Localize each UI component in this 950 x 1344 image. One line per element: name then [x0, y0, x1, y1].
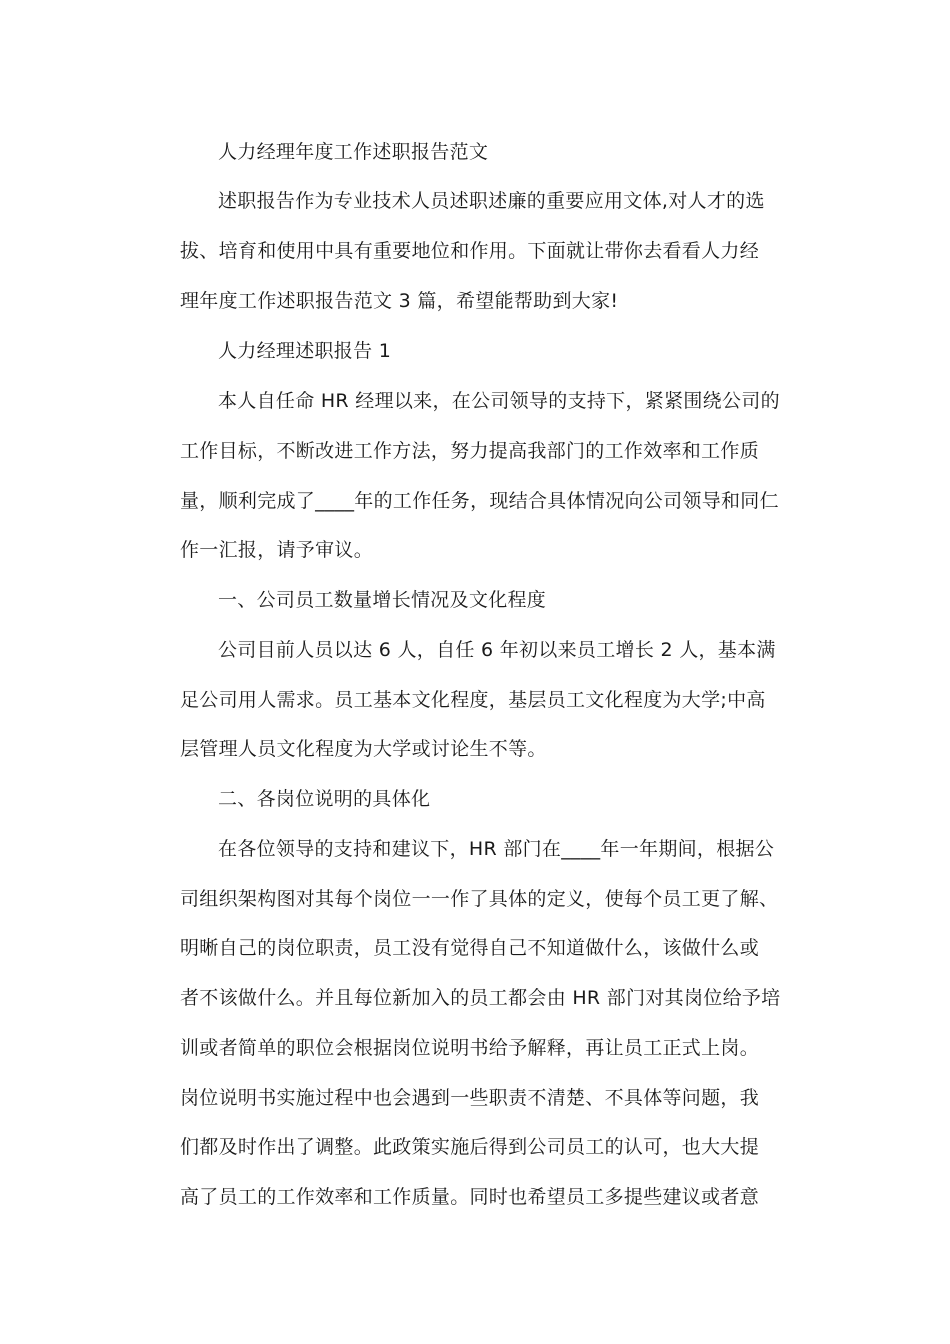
section-heading: 二、各岗位说明的具体化 — [218, 788, 431, 810]
paragraph-line: 量，顺利完成了____年的工作任务，现结合具体情况向公司领导和同仁 — [180, 490, 779, 512]
paragraph-line: 理年度工作述职报告范文 3 篇，希望能帮助到大家! — [180, 290, 619, 312]
paragraph-line: 层管理人员文化程度为大学或讨论生不等。 — [180, 738, 547, 760]
section-heading: 一、公司员工数量增长情况及文化程度 — [218, 589, 547, 611]
paragraph-line: 工作目标，不断改进工作方法，努力提高我部门的工作效率和工作质 — [180, 440, 760, 462]
paragraph-line: 在各位领导的支持和建议下，HR 部门在____年一年期间，根据公 — [218, 838, 775, 860]
paragraph-line: 岗位说明书实施过程中也会遇到一些职责不清楚、不具体等问题，我 — [180, 1087, 760, 1109]
document-title: 人力经理年度工作述职报告范文 — [218, 141, 489, 163]
paragraph-line: 司组织架构图对其每个岗位一一作了具体的定义，使每个员工更了解、 — [180, 888, 779, 910]
paragraph-line: 足公司用人需求。员工基本文化程度，基层员工文化程度为大学;中高 — [180, 689, 766, 711]
paragraph-line: 者不该做什么。并且每位新加入的员工都会由 HR 部门对其岗位给予培 — [180, 987, 781, 1009]
paragraph-line: 高了员工的工作效率和工作质量。同时也希望员工多提些建议或者意 — [180, 1186, 760, 1208]
paragraph-line: 明晰自己的岗位职责，员工没有觉得自己不知道做什么，该做什么或 — [180, 937, 760, 959]
paragraph-line: 公司目前人员以达 6 人，自任 6 年初以来员工增长 2 人，基本满 — [218, 639, 776, 661]
section-heading: 人力经理述职报告 1 — [218, 340, 392, 362]
paragraph-line: 作一汇报，请予审议。 — [180, 539, 374, 561]
paragraph-line: 拔、培育和使用中具有重要地位和作用。下面就让带你去看看人力经 — [180, 240, 760, 262]
paragraph-line: 们都及时作出了调整。此政策实施后得到公司员工的认可，也大大提 — [180, 1136, 760, 1158]
paragraph-line: 述职报告作为专业技术人员述职述廉的重要应用文体,对人才的选 — [218, 190, 765, 212]
paragraph-line: 本人自任命 HR 经理以来，在公司领导的支持下，紧紧围绕公司的 — [218, 390, 780, 412]
paragraph-line: 训或者简单的职位会根据岗位说明书给予解释，再让员工正式上岗。 — [180, 1037, 760, 1059]
